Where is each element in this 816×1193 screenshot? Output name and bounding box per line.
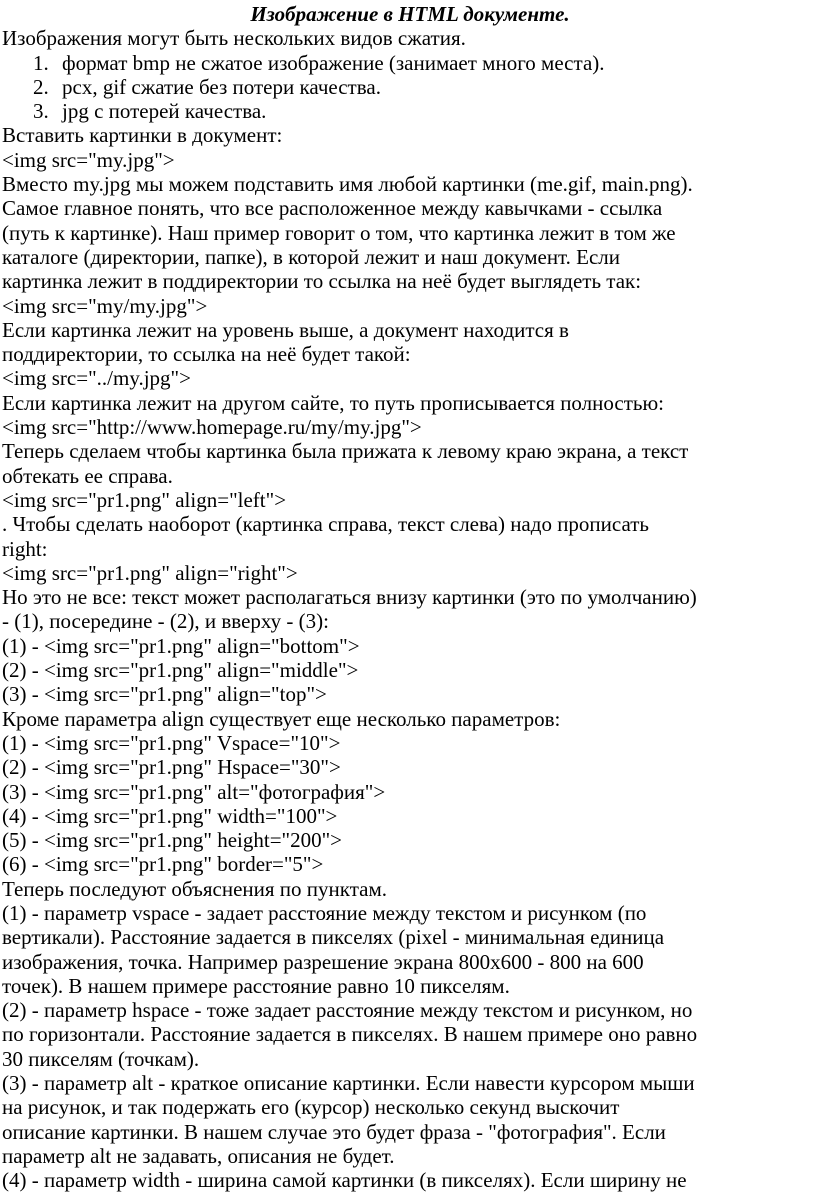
text-line: (6) - <img src="pr1.png" border="5"> [2, 852, 324, 877]
text-line: (4) - параметр width - ширина самой картинки (в пикселях). Если ширину не [2, 1168, 687, 1193]
text-line: <img src="my.jpg"> [2, 147, 175, 172]
text-line: каталоге (директории, папке), в которой лежит и наш документ. Если [2, 244, 621, 269]
text-line: Если картинка лежит на уровень выше, а документ находится в [2, 317, 569, 342]
text-line: вертикали). Расстояние задается в пикселях (pixel - минимальная единица [2, 925, 665, 950]
text-line: 30 пикселям (точкам). [2, 1046, 200, 1071]
text-line: на рисунок, и так подержать его (курсор) несколько секунд выскочит [2, 1095, 620, 1120]
list-item-number: 2. [33, 74, 49, 99]
text-line: (2) - <img src="pr1.png" Hspace="30"> [2, 755, 341, 780]
text-line: (3) - <img src="pr1.png" align="top"> [2, 682, 327, 707]
text-line: обтекать ее справа. [2, 463, 173, 488]
text-line: (1) - параметр vspace - задает расстояние между текстом и рисунком (по [2, 900, 647, 925]
text-line: описание картинки. В нашем случае это будет фраза - "фотография". Если [2, 1119, 666, 1144]
list-item [0, 99, 816, 123]
text-line: Теперь сделаем чтобы картинка была прижата к левому краю экрана, а текст [2, 439, 689, 464]
text-line: по горизонтали. Расстояние задается в пикселях. В нашем примере оно равно [2, 1022, 698, 1047]
text-line: поддиректории, то ссылка на неё будет такой: [2, 342, 411, 367]
text-line: (путь к картинке). Наш пример говорит о том, что картинка лежит в том же [2, 220, 676, 245]
list-item-number: 1. [33, 50, 49, 75]
intro-line: Изображения могут быть нескольких видов сжатия. [2, 26, 466, 51]
compression-list [0, 51, 816, 124]
list-item-text: формат bmp не сжатое изображение (занимает много места). [62, 50, 605, 75]
text-line: точек). В нашем примере расстояние равно 10 пикселям. [2, 973, 510, 998]
document-body [0, 123, 816, 1192]
text-line: Вместо my.jpg мы можем подставить имя любой картинки (me.gif, main.png). [2, 172, 693, 197]
text-line: Вставить картинки в документ: [2, 123, 283, 148]
list-item [0, 75, 816, 99]
text-line: (2) - параметр hspace - тоже задает расстояние между текстом и рисунком, но [2, 998, 693, 1023]
text-line: <img src="my/my.jpg"> [2, 293, 208, 318]
list-item [0, 51, 816, 75]
text-line: Если картинка лежит на другом сайте, то путь прописывается полностью: [2, 390, 664, 415]
text-line: (4) - <img src="pr1.png" width="100"> [2, 803, 338, 828]
text-line: <img src="pr1.png" align="left"> [2, 487, 287, 512]
text-line: . Чтобы сделать наоборот (картинка справа, текст слева) надо прописать [2, 512, 650, 537]
text-line: параметр alt не задавать, описания не будет. [2, 1143, 395, 1168]
text-line: (1) - <img src="pr1.png" Vspace="10"> [2, 730, 341, 755]
text-line: Самое главное понять, что все расположенное между кавычками - ссылка [2, 196, 663, 221]
text-line: (1) - <img src="pr1.png" align="bottom"> [2, 633, 360, 658]
text-line: (2) - <img src="pr1.png" align="middle"> [2, 658, 359, 683]
text-line: (3) - <img src="pr1.png" alt="фотография"> [2, 779, 386, 804]
text-line: Теперь последуют объяснения по пунктам. [2, 876, 387, 901]
list-item-number: 3. [33, 99, 49, 124]
text-line: <img src="../my.jpg"> [2, 366, 191, 391]
text-line: (5) - <img src="pr1.png" height="200"> [2, 828, 343, 853]
text-line: Кроме параметра align существует еще несколько параметров: [2, 706, 561, 731]
text-line: картинка лежит в поддиректории то ссылка на неё будет выглядеть так: [2, 269, 642, 294]
text-line: Но это не все: текст может располагаться внизу картинки (это по умолчанию) [2, 585, 697, 610]
text-line: изображения, точка. Например разрешение экрана 800x600 - 800 на 600 [2, 949, 644, 974]
list-item-text: pcx, gif сжатие без потери качества. [62, 74, 381, 99]
document-title: Изображение в HTML документе. [250, 2, 570, 26]
text-line: <img src="pr1.png" align="right"> [2, 560, 298, 585]
list-item-text: jpg с потерей качества. [62, 99, 267, 124]
text-line: right: [2, 536, 48, 561]
text-line: (3) - параметр alt - краткое описание картинки. Если навести курсором мыши [2, 1071, 695, 1096]
text-line: - (1), посередине - (2), и вверху - (3): [2, 609, 329, 634]
text-line: <img src="http://www.homepage.ru/my/my.jpg"> [2, 415, 422, 440]
